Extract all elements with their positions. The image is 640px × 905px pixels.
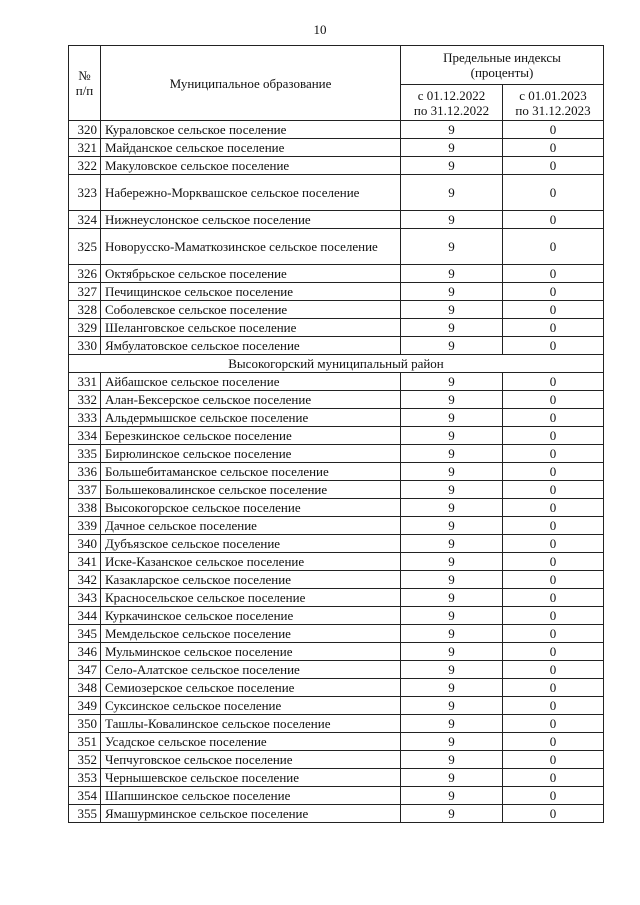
index-period-1: 9 — [401, 139, 503, 157]
index-period-2: 0 — [503, 301, 604, 319]
index-period-2: 0 — [503, 229, 604, 265]
index-period-2: 0 — [503, 571, 604, 589]
index-period-1: 9 — [401, 805, 503, 823]
table-row — [69, 661, 604, 679]
municipality-name: Ямбулатовское сельское поселение — [101, 337, 401, 355]
municipality-name: Печищинское сельское поселение — [101, 283, 401, 301]
index-period-1: 9 — [401, 373, 503, 391]
table-row — [69, 175, 604, 211]
row-number: 337 — [69, 481, 101, 499]
row-number: 350 — [69, 715, 101, 733]
index-period-1: 9 — [401, 679, 503, 697]
table-body-group-1 — [69, 121, 604, 355]
municipality-name: Куркачинское сельское поселение — [101, 607, 401, 625]
table-row — [69, 319, 604, 337]
row-number: 339 — [69, 517, 101, 535]
table-row — [69, 715, 604, 733]
index-period-1: 9 — [401, 589, 503, 607]
municipality-name: Кураловское сельское поселение — [101, 121, 401, 139]
municipality-name: Большебитаманское сельское поселение — [101, 463, 401, 481]
row-number: 349 — [69, 697, 101, 715]
table-row — [69, 769, 604, 787]
row-number: 345 — [69, 625, 101, 643]
index-period-1: 9 — [401, 643, 503, 661]
municipality-name: Усадское сельское поселение — [101, 733, 401, 751]
index-period-1: 9 — [401, 445, 503, 463]
indices-table — [68, 45, 604, 823]
municipality-name: Соболевское сельское поселение — [101, 301, 401, 319]
index-period-2: 0 — [503, 391, 604, 409]
index-period-1: 9 — [401, 319, 503, 337]
index-period-1: 9 — [401, 553, 503, 571]
index-period-2: 0 — [503, 661, 604, 679]
index-period-2: 0 — [503, 373, 604, 391]
municipality-name: Красносельское сельское поселение — [101, 589, 401, 607]
index-period-2: 0 — [503, 445, 604, 463]
municipality-name: Октябрьское сельское поселение — [101, 265, 401, 283]
header-municipality: Муниципальное образование — [101, 46, 401, 121]
table-row — [69, 409, 604, 427]
index-period-1: 9 — [401, 463, 503, 481]
municipality-name: Алан-Бексерское сельское поселение — [101, 391, 401, 409]
header-indices: Предельные индексы (проценты) — [401, 46, 604, 85]
row-number: 332 — [69, 391, 101, 409]
index-period-2: 0 — [503, 697, 604, 715]
municipality-name: Шеланговское сельское поселение — [101, 319, 401, 337]
municipality-name: Дубъязское сельское поселение — [101, 535, 401, 553]
table-row — [69, 607, 604, 625]
table-header — [69, 46, 604, 121]
row-number: 321 — [69, 139, 101, 157]
municipality-name: Нижнеуслонское сельское поселение — [101, 211, 401, 229]
index-period-2: 0 — [503, 751, 604, 769]
table-row — [69, 463, 604, 481]
index-period-2: 0 — [503, 589, 604, 607]
index-period-2: 0 — [503, 409, 604, 427]
row-number: 335 — [69, 445, 101, 463]
index-period-2: 0 — [503, 625, 604, 643]
table-row — [69, 571, 604, 589]
row-number: 347 — [69, 661, 101, 679]
index-period-1: 9 — [401, 517, 503, 535]
row-number: 327 — [69, 283, 101, 301]
index-period-1: 9 — [401, 301, 503, 319]
row-number: 346 — [69, 643, 101, 661]
row-number: 333 — [69, 409, 101, 427]
index-period-1: 9 — [401, 481, 503, 499]
index-period-2: 0 — [503, 211, 604, 229]
page-number: 10 — [313, 22, 327, 37]
index-period-2: 0 — [503, 463, 604, 481]
table-row — [69, 697, 604, 715]
row-number: 329 — [69, 319, 101, 337]
municipality-name: Набережно-Морквашское сельское поселение — [101, 175, 401, 211]
row-number: 351 — [69, 733, 101, 751]
table-row — [69, 391, 604, 409]
municipality-name: Казакларское сельское поселение — [101, 571, 401, 589]
row-number: 326 — [69, 265, 101, 283]
municipality-name: Айбашское сельское поселение — [101, 373, 401, 391]
municipality-name: Дачное сельское поселение — [101, 517, 401, 535]
index-period-2: 0 — [503, 517, 604, 535]
municipality-name: Мульминское сельское поселение — [101, 643, 401, 661]
index-period-1: 9 — [401, 571, 503, 589]
index-period-2: 0 — [503, 733, 604, 751]
municipality-name: Чернышевское сельское поселение — [101, 769, 401, 787]
index-period-2: 0 — [503, 481, 604, 499]
table-row — [69, 733, 604, 751]
table-row — [69, 157, 604, 175]
index-period-2: 0 — [503, 535, 604, 553]
municipality-name: Альдермышское сельское поселение — [101, 409, 401, 427]
table-row — [69, 643, 604, 661]
table-row — [69, 301, 604, 319]
table-row — [69, 589, 604, 607]
index-period-2: 0 — [503, 319, 604, 337]
index-period-2: 0 — [503, 643, 604, 661]
municipality-name: Высокогорское сельское поселение — [101, 499, 401, 517]
index-period-2: 0 — [503, 175, 604, 211]
municipality-name: Майданское сельское поселение — [101, 139, 401, 157]
index-period-2: 0 — [503, 553, 604, 571]
index-period-2: 0 — [503, 607, 604, 625]
index-period-1: 9 — [401, 697, 503, 715]
table-row — [69, 373, 604, 391]
municipality-name: Чепчуговское сельское поселение — [101, 751, 401, 769]
table-row — [69, 751, 604, 769]
index-period-2: 0 — [503, 283, 604, 301]
index-period-1: 9 — [401, 625, 503, 643]
index-period-1: 9 — [401, 715, 503, 733]
index-period-1: 9 — [401, 733, 503, 751]
table-row — [69, 625, 604, 643]
row-number: 325 — [69, 229, 101, 265]
index-period-2: 0 — [503, 787, 604, 805]
table-row — [69, 553, 604, 571]
table-row — [69, 427, 604, 445]
header-num: № п/п — [69, 46, 101, 121]
table-row — [69, 787, 604, 805]
table-row — [69, 337, 604, 355]
row-number: 336 — [69, 463, 101, 481]
municipality-name: Шапшинское сельское поселение — [101, 787, 401, 805]
index-period-2: 0 — [503, 715, 604, 733]
index-period-1: 9 — [401, 229, 503, 265]
index-period-2: 0 — [503, 265, 604, 283]
row-number: 342 — [69, 571, 101, 589]
row-number: 348 — [69, 679, 101, 697]
section-row-group — [69, 355, 604, 373]
municipality-name: Семиозерское сельское поселение — [101, 679, 401, 697]
index-period-1: 9 — [401, 787, 503, 805]
table-row — [69, 445, 604, 463]
table-row — [69, 283, 604, 301]
index-period-1: 9 — [401, 175, 503, 211]
index-period-2: 0 — [503, 121, 604, 139]
row-number: 341 — [69, 553, 101, 571]
index-period-2: 0 — [503, 337, 604, 355]
municipality-name: Суксинское сельское поселение — [101, 697, 401, 715]
index-period-2: 0 — [503, 427, 604, 445]
row-number: 355 — [69, 805, 101, 823]
row-number: 328 — [69, 301, 101, 319]
row-number: 352 — [69, 751, 101, 769]
table-row — [69, 481, 604, 499]
row-number: 338 — [69, 499, 101, 517]
index-period-1: 9 — [401, 121, 503, 139]
header-period-2: с 01.01.2023 по 31.12.2023 — [503, 85, 604, 121]
index-period-1: 9 — [401, 535, 503, 553]
municipality-name: Иске-Казанское сельское поселение — [101, 553, 401, 571]
table-body-group-2 — [69, 373, 604, 823]
index-period-1: 9 — [401, 157, 503, 175]
index-period-2: 0 — [503, 769, 604, 787]
table-row — [69, 229, 604, 265]
row-number: 353 — [69, 769, 101, 787]
municipality-name: Бирюлинское сельское поселение — [101, 445, 401, 463]
row-number: 354 — [69, 787, 101, 805]
table-row — [69, 139, 604, 157]
table-row — [69, 499, 604, 517]
index-period-1: 9 — [401, 337, 503, 355]
index-period-1: 9 — [401, 283, 503, 301]
municipality-name: Макуловское сельское поселение — [101, 157, 401, 175]
header-period-1: с 01.12.2022 по 31.12.2022 — [401, 85, 503, 121]
row-number: 330 — [69, 337, 101, 355]
index-period-1: 9 — [401, 265, 503, 283]
municipality-name: Ямашурминское сельское поселение — [101, 805, 401, 823]
row-number: 344 — [69, 607, 101, 625]
row-number: 322 — [69, 157, 101, 175]
municipality-name: Село-Алатское сельское поселение — [101, 661, 401, 679]
index-period-2: 0 — [503, 679, 604, 697]
table-row — [69, 121, 604, 139]
table-row — [69, 679, 604, 697]
index-period-1: 9 — [401, 661, 503, 679]
index-period-1: 9 — [401, 211, 503, 229]
row-number: 343 — [69, 589, 101, 607]
municipality-name: Новорусско-Маматкозинское сельское поселение — [101, 229, 401, 265]
municipality-name: Ташлы-Ковалинское сельское поселение — [101, 715, 401, 733]
row-number: 323 — [69, 175, 101, 211]
index-period-1: 9 — [401, 751, 503, 769]
index-period-1: 9 — [401, 409, 503, 427]
row-number: 340 — [69, 535, 101, 553]
municipality-name: Большековалинское сельское поселение — [101, 481, 401, 499]
municipality-name: Березкинское сельское поселение — [101, 427, 401, 445]
index-period-2: 0 — [503, 499, 604, 517]
index-period-1: 9 — [401, 427, 503, 445]
table-row — [69, 265, 604, 283]
table-row — [69, 517, 604, 535]
municipality-name: Мемдельское сельское поселение — [101, 625, 401, 643]
index-period-1: 9 — [401, 391, 503, 409]
table-row — [69, 535, 604, 553]
row-number: 320 — [69, 121, 101, 139]
index-period-2: 0 — [503, 157, 604, 175]
table-row — [69, 211, 604, 229]
index-period-2: 0 — [503, 805, 604, 823]
index-period-1: 9 — [401, 499, 503, 517]
row-number: 331 — [69, 373, 101, 391]
index-period-2: 0 — [503, 139, 604, 157]
index-period-1: 9 — [401, 607, 503, 625]
index-period-1: 9 — [401, 769, 503, 787]
table-row — [69, 805, 604, 823]
row-number: 324 — [69, 211, 101, 229]
section-title: Высокогорский муниципальный район — [69, 355, 604, 373]
row-number: 334 — [69, 427, 101, 445]
